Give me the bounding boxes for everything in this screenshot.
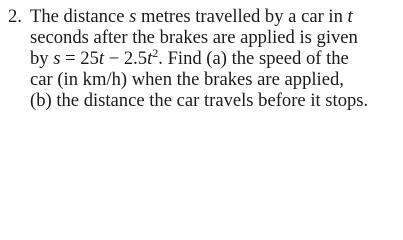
problem-line-4 [8, 69, 394, 90]
problem-line-2 [8, 27, 394, 48]
problem-2 [8, 6, 394, 111]
problem-line-1 [8, 6, 394, 27]
exponent: 2 [152, 46, 159, 60]
text-segment: seconds after the brakes are applied is given [30, 27, 358, 48]
text-segment: by [30, 48, 54, 69]
text-segment: − 2.5 [104, 48, 148, 69]
problem-line-3 [8, 48, 394, 69]
text-segment: car (in km/h) when the brakes are applied, [30, 69, 344, 90]
text-segment: . Find (a) the speed of the [158, 48, 349, 69]
var-t: t [147, 48, 153, 69]
var-s: s [53, 48, 61, 69]
var-s: s [129, 6, 137, 27]
text-segment: The distance [30, 6, 130, 27]
problem-line-5 [8, 90, 394, 111]
text-segment: = 25 [60, 48, 99, 69]
text-segment: metres travelled by a car in [136, 6, 348, 27]
var-t: t [347, 6, 353, 27]
text-segment: (b) the distance the car travels before it stops. [30, 90, 369, 111]
problem-number: 2. [8, 6, 22, 27]
var-t: t [98, 48, 105, 69]
